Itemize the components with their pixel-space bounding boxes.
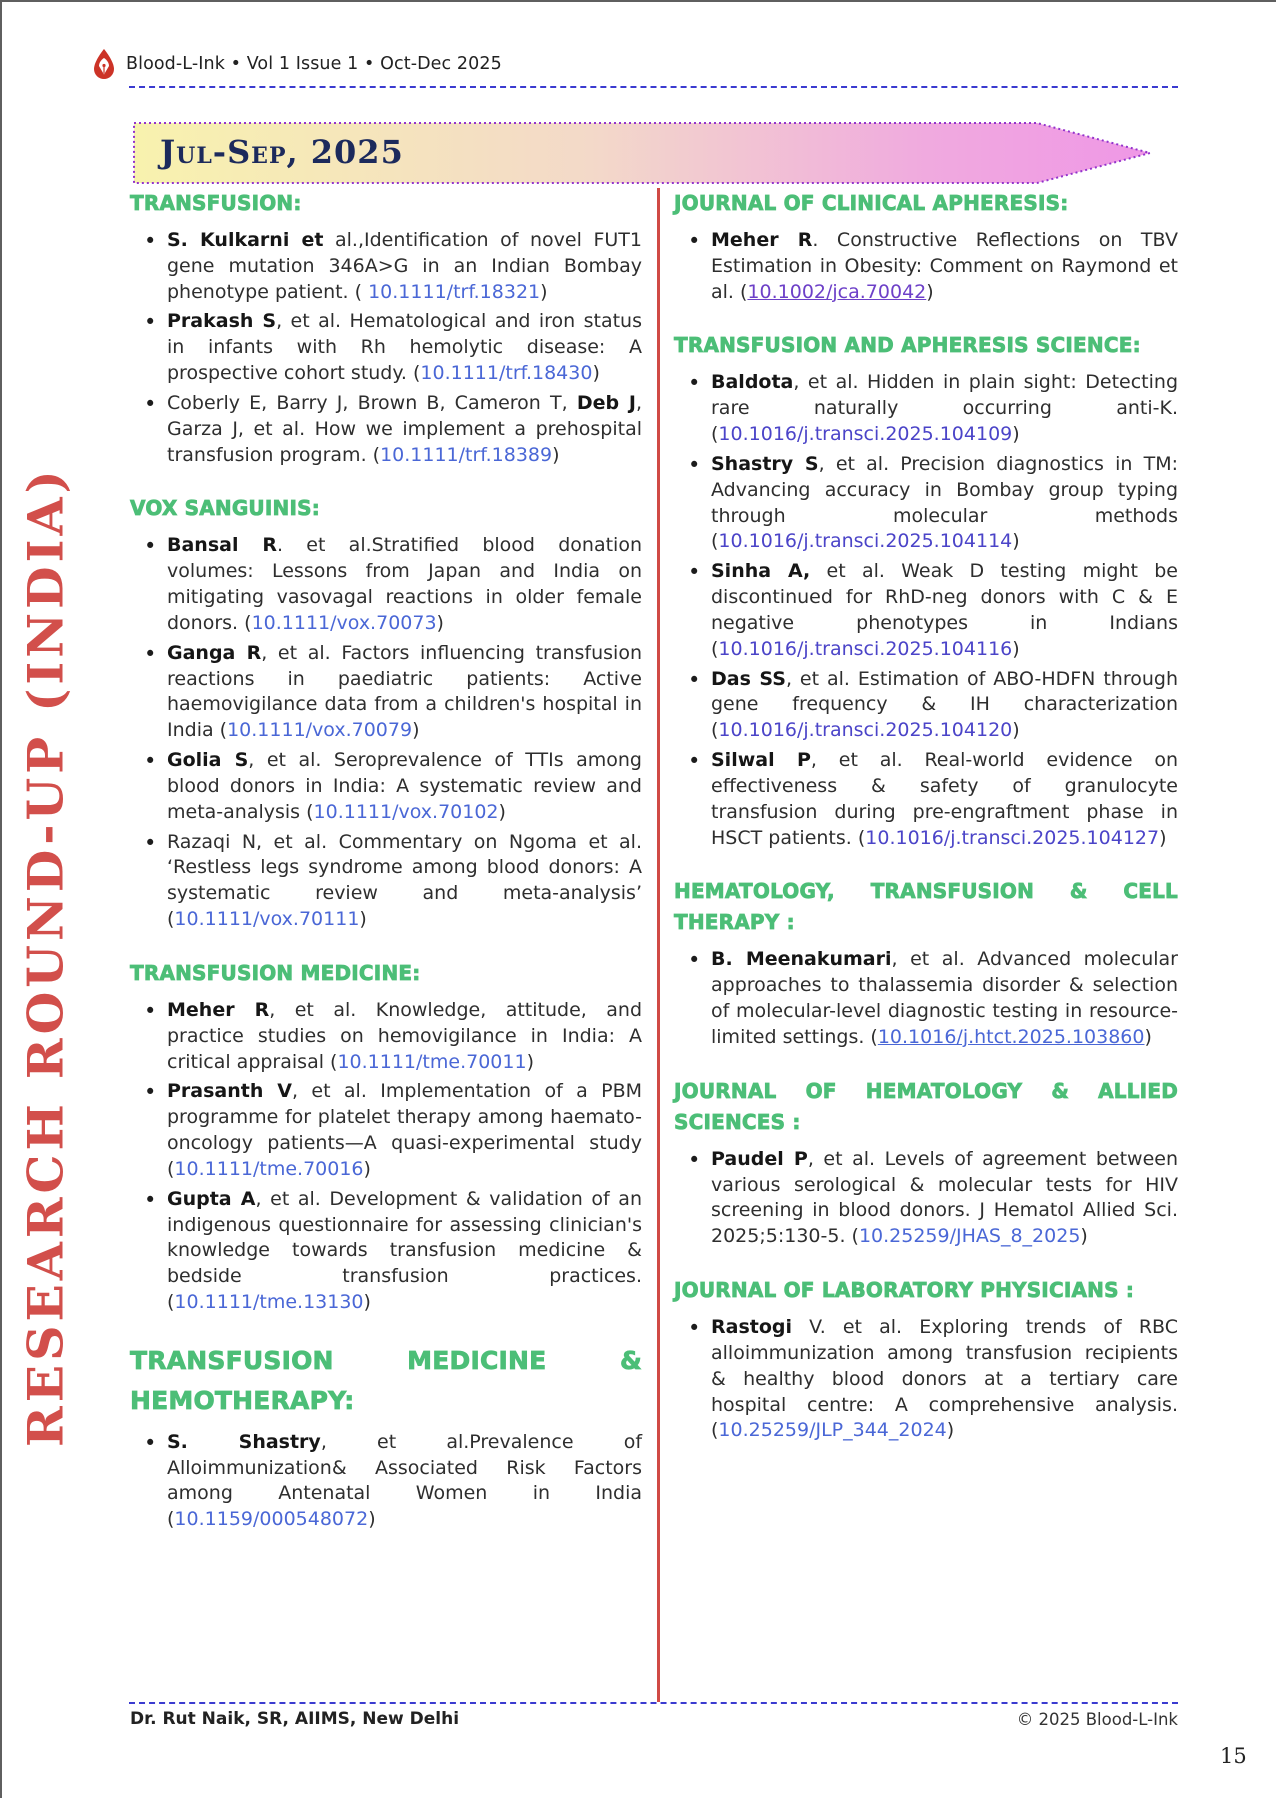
citation-text: . Constructive Reflections on TBV Estimation in Obesity: Comment on Raymond et al. (	[711, 229, 1178, 303]
doi-link[interactable]: 10.1111/vox.70079	[227, 719, 413, 742]
citation-text: )	[946, 1419, 955, 1442]
journal-section	[674, 1076, 1178, 1250]
banner-title: Jul-Sep, 2025	[160, 133, 404, 171]
citation-text: , Garza J, et al. How we implement a prehospital transfusion program. (	[167, 391, 642, 466]
citation-item	[167, 228, 642, 305]
citation-text: , et al. Knowledge, attitude, and practice studies on hemovigilance in India: A critical appraisal (	[167, 998, 643, 1073]
citation-text: )	[1012, 637, 1020, 660]
citation-list	[130, 998, 642, 1316]
journal-heading: JOURNAL OF CLINICAL APHERESIS:	[674, 191, 1069, 215]
citation-text: Coberly E, Barry J, Brown B, Cameron T,	[167, 391, 577, 414]
citation-list	[674, 370, 1178, 851]
citation-authors: Prakash S	[167, 310, 277, 333]
citation-text: al.,Identification of novel FUT1 gene mutation 346A>G in an Indian Bombay phenotype patient. (	[167, 229, 642, 303]
doi-link[interactable]: 10.1111/trf.18430	[420, 362, 593, 385]
citation-text: V. et al. Exploring trends of RBC alloimmunization among transfusion recipients & healthy blood donors at a tertiary care hospital centre: A comprehensive analysis. (	[711, 1316, 1178, 1442]
masthead-title: Blood-L-Ink • Vol 1 Issue 1 • Oct-Dec 2025	[126, 54, 502, 75]
citation-text: )	[926, 280, 934, 303]
citation-text: , et al. Levels of agreement between various serological & molecular tests for HIV screening in blood donors. J Hematol Allied Sci. 2025;5:130-5. (	[711, 1147, 1178, 1248]
citation-text: Razaqi N, et al. Commentary on Ngoma et al. ‘Restless legs syndrome among blood donors: A systematic review and meta-analysis’ (	[167, 830, 642, 931]
citation-text: , et al. Real-world evidence on effectiveness & safety of granulocyte transfusion during pre-engraftment phase in HSCT patients. (	[711, 749, 1178, 849]
journal-heading: JOURNAL OF HEMATOLOGY & ALLIED SCIENCES :	[674, 1078, 1178, 1134]
citation-text: )	[552, 443, 560, 466]
doi-link[interactable]: 10.1111/trf.18321	[368, 280, 541, 303]
citation-authors: Rastogi	[711, 1316, 793, 1339]
citation-text: , et al. Factors influencing transfusion reactions in paediatric patients: Active haemovigilance data from a children's hospital in India (	[167, 641, 642, 742]
citation-item	[167, 1187, 642, 1316]
citation-item	[167, 1079, 642, 1182]
journal-heading: TRANSFUSION AND APHERESIS SCIENCE:	[674, 333, 1141, 358]
doi-link[interactable]: 10.1016/j.htct.2025.103860	[877, 1025, 1145, 1048]
citation-text: et al. Weak D testing might be discontinued for RhD-neg donors with C & E negative phenotypes in Indians (	[711, 560, 1178, 660]
citation-authors: Meher R	[167, 998, 270, 1021]
quarter-banner	[132, 121, 1154, 185]
doi-link[interactable]: 10.1002/jca.70042	[747, 280, 927, 303]
citation-item	[167, 830, 642, 933]
citation-authors: B. Meenakumari	[711, 948, 892, 971]
doi-link[interactable]: 10.1111/vox.70102	[313, 800, 499, 823]
citation-text: )	[412, 719, 420, 742]
citation-item	[167, 391, 642, 468]
citation-item	[167, 748, 642, 825]
journal-section	[130, 1341, 642, 1533]
citation-text: )	[368, 1508, 376, 1531]
citation-item	[167, 1430, 642, 1533]
doi-link[interactable]: 10.1159/000548072	[174, 1508, 369, 1531]
citation-text: , et al. Precision diagnostics in TM: Advancing accuracy in Bombay group typing through molecular methods (	[711, 452, 1178, 553]
doi-link[interactable]: 10.1111/vox.70073	[251, 611, 437, 634]
citation-text: )	[1080, 1225, 1088, 1248]
citation-text: )	[540, 280, 548, 303]
citation-text: , et al. Development & validation of an indigenous questionnaire for assessing clinician's knowledge towards transfusion medicine & bedside transfusion practices. (	[167, 1187, 642, 1313]
citation-authors: Baldota	[711, 371, 794, 394]
journal-section	[130, 958, 642, 1316]
journal-heading: VOX SANGUINIS:	[130, 496, 320, 521]
doi-link[interactable]: 10.1016/j.transci.2025.104114	[718, 530, 1013, 553]
doi-link[interactable]: 10.1016/j.transci.2025.104120	[718, 719, 1013, 742]
journal-heading: JOURNAL OF LABORATORY PHYSICIANS :	[674, 1278, 1135, 1303]
journal-section	[130, 188, 642, 468]
doi-link[interactable]: 10.1016/j.transci.2025.104109	[718, 423, 1013, 446]
citation-authors: Sinha A,	[711, 560, 811, 583]
journal-heading: TRANSFUSION:	[130, 191, 302, 215]
citation-authors: Shastry S	[711, 452, 819, 475]
citation-list	[674, 228, 1178, 305]
citation-authors: Gupta A	[167, 1187, 256, 1210]
journal-section	[674, 876, 1178, 1050]
citation-authors: Deb J	[576, 391, 636, 414]
citation-authors: S. Shastry	[167, 1430, 321, 1453]
citation-authors: Ganga R	[167, 641, 262, 664]
citation-item	[711, 1147, 1178, 1250]
citation-item	[711, 559, 1178, 662]
doi-link[interactable]: 10.25259/JLP_344_2024	[718, 1419, 947, 1442]
citation-text: )	[1144, 1025, 1152, 1048]
citation-item	[711, 748, 1178, 851]
citation-item	[167, 641, 642, 744]
citation-text: , et al. Seroprevalence of TTIs among blood donors in India: A systematic review and meta-analysis (	[167, 749, 642, 823]
page-number: 15	[1220, 1744, 1247, 1768]
citation-text: . et al.Stratified blood donation volumes: Lessons from Japan and India on mitigating vasovagal reactions in older female donors. (	[167, 534, 643, 634]
citation-item	[167, 998, 642, 1075]
column-divider	[657, 188, 660, 1702]
vertical-page-title: RESEARCH ROUND-UP (INDIA)	[16, 466, 75, 1448]
citation-authors: Silwal P	[711, 749, 811, 772]
doi-link[interactable]: 10.1111/tme.70016	[174, 1157, 364, 1180]
citation-authors: Golia S	[167, 749, 249, 772]
doi-link[interactable]: 10.1016/j.transci.2025.104127	[865, 826, 1160, 849]
citation-item	[711, 228, 1178, 305]
citation-authors: Prasanth V	[167, 1080, 293, 1103]
citation-authors: Das SS	[711, 667, 786, 690]
citation-item	[711, 452, 1178, 555]
citation-text: )	[498, 800, 506, 823]
citation-text: , et al. Hematological and iron status in infants with Rh hemolytic disease: A prospective cohort study. (	[167, 310, 642, 385]
citation-authors: S. Kulkarni et	[167, 229, 324, 251]
citation-authors: Paudel P	[711, 1147, 808, 1170]
journal-heading: TRANSFUSION MEDICINE:	[130, 960, 421, 985]
blood-drop-pen-icon	[90, 48, 118, 82]
citation-text: )	[1012, 530, 1020, 553]
citation-text: )	[1012, 423, 1020, 446]
citation-authors: Bansal R	[167, 534, 277, 557]
journal-section	[674, 1275, 1178, 1444]
journal-heading: TRANSFUSION MEDICINE & HEMOTHERAPY:	[130, 1345, 642, 1415]
citation-text: )	[592, 362, 600, 385]
citation-text: , et al. Implementation of a PBM programme for platelet therapy among haemato-oncology patients—A quasi-experimental study (	[167, 1080, 643, 1180]
left-column	[130, 188, 642, 1702]
citation-list	[130, 533, 642, 932]
citation-text: )	[363, 1157, 371, 1180]
header-dashed-rule	[129, 86, 1178, 88]
citation-list	[130, 228, 642, 468]
doi-link[interactable]: 10.1111/tme.70011	[337, 1050, 527, 1073]
doi-link[interactable]: 10.1111/trf.18389	[380, 443, 553, 466]
citation-text: , et al. Advanced molecular approaches to thalassemia disorder & selection of molecular-level diagnostic testing in resource-limited settings. (	[711, 948, 1178, 1048]
citation-item	[167, 533, 642, 636]
content-columns	[130, 188, 1178, 1702]
citation-item	[711, 1315, 1178, 1444]
citation-text: )	[1012, 719, 1020, 742]
masthead	[90, 48, 502, 82]
citation-text: )	[436, 611, 444, 634]
citation-text: , et al. Hidden in plain sight: Detecting rare naturally occurring anti-K. (	[711, 371, 1178, 446]
footer-dashed-rule	[129, 1702, 1178, 1704]
citation-list	[674, 1147, 1178, 1250]
citation-list	[130, 1430, 642, 1533]
citation-list	[674, 1315, 1178, 1444]
footer-author: Dr. Rut Naik, SR, AIIMS, New Delhi	[130, 1709, 460, 1729]
citation-text: )	[363, 1290, 371, 1313]
doi-link[interactable]: 10.1016/j.transci.2025.104116	[718, 637, 1013, 660]
citation-list	[674, 947, 1178, 1050]
journal-section	[674, 188, 1178, 305]
citation-text: )	[526, 1050, 534, 1073]
citation-text: )	[359, 908, 367, 931]
right-column	[674, 188, 1178, 1702]
journal-section	[130, 493, 642, 932]
citation-item	[711, 947, 1178, 1050]
citation-authors: Meher R	[711, 229, 813, 251]
journal-section	[674, 330, 1178, 851]
citation-item	[711, 370, 1178, 447]
doi-link[interactable]: 10.1111/tme.13130	[174, 1290, 364, 1313]
citation-item	[711, 667, 1178, 744]
citation-item	[167, 309, 642, 386]
citation-text: )	[1159, 826, 1167, 849]
journal-heading: HEMATOLOGY, TRANSFUSION & CELL THERAPY :	[674, 879, 1178, 935]
doi-link[interactable]: 10.1111/vox.70111	[174, 908, 360, 931]
citation-text: , et al. Estimation of ABO-HDFN through gene frequency & IH characterization (	[711, 667, 1178, 742]
footer-copyright: © 2025 Blood-L-Ink	[1016, 1710, 1178, 1729]
doi-link[interactable]: 10.25259/JHAS_8_2025	[858, 1225, 1081, 1248]
citation-text: , et al.Prevalence of Alloimmunization& Associated Risk Factors among Antenatal Women in India (	[167, 1430, 643, 1531]
